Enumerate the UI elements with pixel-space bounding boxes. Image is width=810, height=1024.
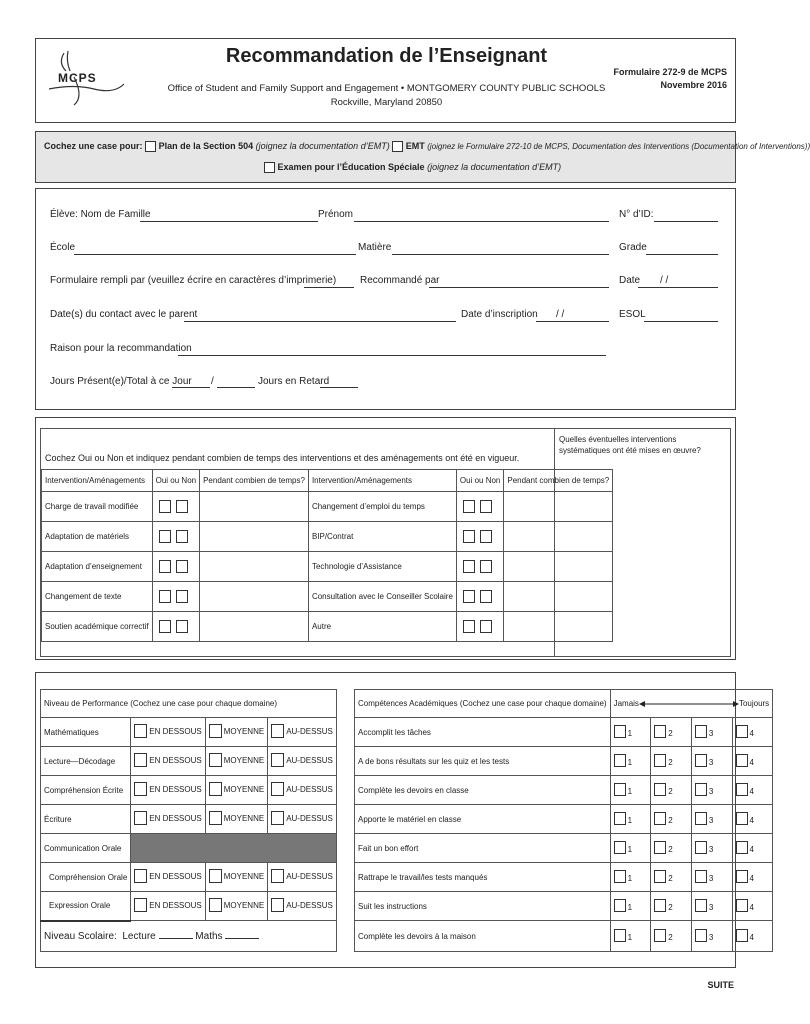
filled-by-field[interactable] bbox=[304, 287, 354, 288]
scale-4-label: 4 bbox=[749, 902, 754, 912]
scale-2-checkbox[interactable] bbox=[654, 783, 666, 796]
yes-checkbox[interactable] bbox=[159, 590, 171, 603]
duration-cell[interactable] bbox=[200, 552, 309, 582]
days-total-field[interactable] bbox=[217, 387, 255, 388]
filled-by-label: Formulaire rempli par (veuillez écrire en caractères d’imprimerie) bbox=[50, 275, 337, 286]
grade-level-label: Niveau Scolaire: bbox=[44, 930, 117, 942]
intervention-right-2: Technologie d’Assistance bbox=[308, 552, 456, 582]
enrollment-date-slashes: / / bbox=[556, 309, 565, 320]
average-label: MOYENNE bbox=[223, 784, 265, 794]
yes-checkbox[interactable] bbox=[159, 620, 171, 633]
scale-3-checkbox[interactable] bbox=[695, 899, 707, 912]
oral-row-1: Expression Orale bbox=[41, 892, 131, 921]
above-label: AU-DESSUS bbox=[286, 784, 333, 794]
scale-4-checkbox[interactable] bbox=[736, 725, 748, 738]
academic-row-4: Fait un bon effort bbox=[355, 834, 611, 863]
scale-4-label: 4 bbox=[749, 873, 754, 883]
referral-type-row2 bbox=[264, 162, 561, 173]
special-ed-checkbox[interactable] bbox=[264, 162, 275, 173]
math-level-field[interactable] bbox=[225, 938, 259, 939]
duration-cell[interactable] bbox=[200, 612, 309, 642]
emt-checkbox[interactable] bbox=[392, 141, 403, 152]
scale-2-checkbox[interactable] bbox=[654, 841, 666, 854]
yes-checkbox[interactable] bbox=[463, 620, 475, 633]
scale-2-checkbox[interactable] bbox=[654, 754, 666, 767]
average-label: MOYENNE bbox=[223, 726, 265, 736]
academic-row-7: Complète les devoirs à la maison bbox=[355, 921, 611, 952]
yes-checkbox[interactable] bbox=[463, 500, 475, 513]
table-row bbox=[355, 921, 773, 952]
above-checkbox[interactable] bbox=[271, 724, 284, 738]
scale-1-checkbox[interactable] bbox=[614, 725, 626, 738]
below-checkbox[interactable] bbox=[134, 753, 147, 767]
scale-1-label: 1 bbox=[627, 728, 633, 738]
scale-1-label: 1 bbox=[627, 873, 633, 883]
subtitle-line1: Office of Student and Family Support and Engagement • MONTGOMERY COUNTY PUBLIC SCHOOLS bbox=[167, 83, 606, 94]
scale-2-label: 2 bbox=[668, 902, 673, 912]
below-label: EN DESSOUS bbox=[149, 784, 202, 794]
academic-row-1: A de bons résultats sur les quiz et les tests bbox=[355, 747, 611, 776]
scale-4-label: 4 bbox=[749, 815, 754, 825]
scale-3-label: 3 bbox=[708, 786, 714, 796]
below-checkbox[interactable] bbox=[134, 811, 147, 825]
emt-label: EMT bbox=[405, 141, 425, 151]
scale-1-checkbox[interactable] bbox=[614, 841, 626, 854]
scale-4-checkbox[interactable] bbox=[736, 929, 748, 942]
academic-row-5: Rattrape le travail/les tests manqués bbox=[355, 863, 611, 892]
average-checkbox[interactable] bbox=[209, 753, 222, 767]
table-row bbox=[41, 863, 337, 892]
table-row bbox=[41, 921, 337, 952]
yes-checkbox[interactable] bbox=[463, 560, 475, 573]
scale-3-checkbox[interactable] bbox=[695, 783, 707, 796]
scale-2-checkbox[interactable] bbox=[654, 899, 666, 912]
scale-1-checkbox[interactable] bbox=[614, 870, 626, 883]
yes-checkbox[interactable] bbox=[463, 530, 475, 543]
below-checkbox[interactable] bbox=[134, 869, 147, 883]
duration-cell[interactable] bbox=[504, 552, 613, 582]
continue-label: SUITE bbox=[707, 980, 734, 990]
intervention-right-4: Autre bbox=[308, 612, 456, 642]
scale-2-label: 2 bbox=[668, 932, 673, 942]
perf-row-2: Compréhension Écrite bbox=[41, 776, 131, 805]
scale-4-label: 4 bbox=[749, 786, 754, 796]
scale-1-label: 1 bbox=[627, 932, 633, 942]
school-label: École bbox=[50, 242, 76, 253]
grade-field[interactable] bbox=[646, 254, 718, 255]
double-arrow-icon bbox=[639, 700, 739, 708]
scale-4-label: 4 bbox=[749, 932, 754, 942]
scale-2-checkbox[interactable] bbox=[654, 725, 666, 738]
table-row bbox=[355, 892, 773, 921]
scale-1-label: 1 bbox=[627, 902, 633, 912]
scale-2-checkbox[interactable] bbox=[654, 812, 666, 825]
days-late-label: Jours en Retard bbox=[258, 376, 330, 387]
days-present-slash: / bbox=[211, 376, 214, 387]
table-row bbox=[42, 552, 613, 582]
table-row bbox=[355, 834, 773, 863]
intervention-left-0: Charge de travail modifiée bbox=[42, 492, 153, 522]
above-checkbox[interactable] bbox=[271, 869, 284, 883]
col-duree-left: Pendant combien de temps? bbox=[200, 470, 309, 492]
student-info-box bbox=[35, 188, 736, 410]
average-checkbox[interactable] bbox=[209, 811, 222, 825]
section504-note: (joignez la documentation d’EMT) bbox=[255, 141, 390, 151]
academic-row-6: Suit les instructions bbox=[355, 892, 611, 921]
scale-4-checkbox[interactable] bbox=[736, 899, 748, 912]
form-number: Formulaire 272-9 de MCPS bbox=[613, 67, 727, 77]
below-label: EN DESSOUS bbox=[149, 900, 202, 910]
above-label: AU-DESSUS bbox=[286, 755, 333, 765]
reading-level-field[interactable] bbox=[159, 938, 193, 939]
no-checkbox[interactable] bbox=[176, 530, 188, 543]
skills-box bbox=[35, 672, 770, 968]
below-checkbox[interactable] bbox=[134, 782, 147, 796]
intervention-right-1: BIP/Contrat bbox=[308, 522, 456, 552]
above-checkbox[interactable] bbox=[271, 811, 284, 825]
scale-4-label: 4 bbox=[749, 757, 754, 767]
subject-label: Matière bbox=[358, 242, 392, 253]
table-row bbox=[42, 522, 613, 552]
student-id-label: N° d’ID: bbox=[619, 209, 654, 220]
below-checkbox[interactable] bbox=[134, 898, 147, 912]
table-row bbox=[42, 492, 613, 522]
subtitle-line2: Rockville, Maryland 20850 bbox=[330, 97, 443, 108]
interventions-instruction: Cochez Oui ou Non et indiquez pendant combien de temps des interventions et des aménagements ont été en vigueur. bbox=[45, 453, 520, 463]
intervention-right-3: Consultation avec le Conseiller Scolaire bbox=[308, 582, 456, 612]
academic-row-3: Apporte le matériel en classe bbox=[355, 805, 611, 834]
table-row bbox=[42, 612, 613, 642]
table-row bbox=[355, 805, 773, 834]
date-label: Date bbox=[619, 275, 641, 286]
academic-skills-table bbox=[354, 689, 773, 952]
col-intervention-right: Intervention/Aménagements bbox=[308, 470, 456, 492]
scale-1-label: 1 bbox=[627, 786, 633, 796]
duration-cell[interactable] bbox=[200, 522, 309, 552]
always-label: Toujours bbox=[738, 699, 770, 708]
last-name-field[interactable] bbox=[140, 221, 318, 222]
reading-label: Lecture bbox=[122, 930, 156, 942]
average-label: MOYENNE bbox=[223, 900, 265, 910]
col-duree-right: Pendant combien de temps? bbox=[504, 470, 613, 492]
duration-cell[interactable] bbox=[504, 522, 613, 552]
interventions-box bbox=[35, 417, 736, 660]
no-checkbox[interactable] bbox=[480, 530, 492, 543]
first-name-field[interactable] bbox=[354, 221, 609, 222]
below-label: EN DESSOUS bbox=[149, 726, 202, 736]
scale-2-label: 2 bbox=[668, 728, 673, 738]
school-field[interactable] bbox=[74, 254, 356, 255]
above-label: AU-DESSUS bbox=[286, 871, 333, 881]
table-row bbox=[41, 834, 337, 863]
col-ouinon-left: Oui ou Non bbox=[152, 470, 199, 492]
perf-row-0: Mathématiques bbox=[41, 718, 131, 747]
academic-title: Compétences Académiques (Cochez une case pour chaque domaine) bbox=[355, 690, 611, 718]
perf-row-3: Écriture bbox=[41, 805, 131, 834]
date-field[interactable] bbox=[638, 287, 718, 288]
recommended-by-label: Recommandé par bbox=[360, 275, 440, 286]
scale-2-checkbox[interactable] bbox=[654, 929, 666, 942]
scale-4-checkbox[interactable] bbox=[736, 841, 748, 854]
logo-text: MCPS bbox=[58, 71, 97, 85]
reason-field[interactable] bbox=[178, 355, 606, 356]
esol-field[interactable] bbox=[644, 321, 718, 322]
never-label: Jamais bbox=[613, 699, 639, 708]
scale-3-checkbox[interactable] bbox=[695, 725, 707, 738]
no-checkbox[interactable] bbox=[480, 590, 492, 603]
average-checkbox[interactable] bbox=[209, 898, 222, 912]
below-checkbox[interactable] bbox=[134, 724, 147, 738]
math-label: Maths bbox=[195, 930, 223, 942]
below-label: EN DESSOUS bbox=[149, 755, 202, 765]
no-checkbox[interactable] bbox=[480, 560, 492, 573]
above-label: AU-DESSUS bbox=[286, 900, 333, 910]
scale-2-label: 2 bbox=[668, 873, 673, 883]
average-checkbox[interactable] bbox=[209, 724, 222, 738]
date-slashes: / / bbox=[660, 275, 669, 286]
academic-row-2: Complète les devoirs en classe bbox=[355, 776, 611, 805]
duration-cell[interactable] bbox=[504, 582, 613, 612]
scale-3-checkbox[interactable] bbox=[695, 929, 707, 942]
oral-row-0: Compréhension Orale bbox=[41, 863, 131, 892]
performance-table bbox=[40, 689, 337, 952]
duration-cell[interactable] bbox=[200, 582, 309, 612]
table-row bbox=[355, 776, 773, 805]
interventions-side-question: Quelles éventuelles interventions systématiques ont été mises en œuvre? bbox=[559, 435, 701, 455]
scale-1-checkbox[interactable] bbox=[614, 754, 626, 767]
intervention-left-2: Adaptation d’enseignement bbox=[42, 552, 153, 582]
table-row bbox=[41, 776, 337, 805]
scale-2-checkbox[interactable] bbox=[654, 870, 666, 883]
above-label: AU-DESSUS bbox=[286, 813, 333, 823]
header-box bbox=[35, 38, 736, 123]
yes-checkbox[interactable] bbox=[159, 530, 171, 543]
oral-shaded-cell bbox=[131, 834, 337, 863]
subject-field[interactable] bbox=[392, 254, 609, 255]
above-label: AU-DESSUS bbox=[286, 726, 333, 736]
table-row bbox=[41, 805, 337, 834]
scale-3-label: 3 bbox=[708, 902, 714, 912]
performance-title: Niveau de Performance (Cochez une case pour chaque domaine) bbox=[41, 690, 337, 718]
scale-3-label: 3 bbox=[708, 932, 714, 942]
table-row bbox=[41, 892, 337, 921]
below-label: EN DESSOUS bbox=[149, 871, 202, 881]
special-ed-note: (joignez la documentation d’EMT) bbox=[427, 162, 562, 172]
special-ed-label: Examen pour l’Éducation Spéciale bbox=[277, 162, 425, 172]
scale-3-label: 3 bbox=[708, 815, 714, 825]
section504-label: Plan de la Section 504 bbox=[158, 141, 254, 151]
intervention-right-0: Changement d’emploi du temps bbox=[308, 492, 456, 522]
parent-contact-label: Date(s) du contact avec le parent bbox=[50, 309, 198, 320]
oral-communication-label: Communication Orale bbox=[41, 834, 131, 863]
referral-type-box bbox=[35, 131, 810, 183]
reason-label: Raison pour la recommandation bbox=[50, 343, 192, 354]
perf-row-1: Lecture—Décodage bbox=[41, 747, 131, 776]
table-row bbox=[41, 747, 337, 776]
scale-1-checkbox[interactable] bbox=[614, 812, 626, 825]
scale-4-checkbox[interactable] bbox=[736, 783, 748, 796]
student-id-field[interactable] bbox=[654, 221, 718, 222]
scale-3-checkbox[interactable] bbox=[695, 754, 707, 767]
below-label: EN DESSOUS bbox=[149, 813, 202, 823]
no-checkbox[interactable] bbox=[176, 620, 188, 633]
no-checkbox[interactable] bbox=[176, 500, 188, 513]
form-date: Novembre 2016 bbox=[660, 80, 727, 90]
enrollment-date-label: Date d’inscription bbox=[461, 309, 538, 320]
scale-1-label: 1 bbox=[627, 844, 633, 854]
average-checkbox[interactable] bbox=[209, 869, 222, 883]
scale-4-checkbox[interactable] bbox=[736, 754, 748, 767]
intervention-left-4: Soutien académique correctif bbox=[42, 612, 153, 642]
scale-3-checkbox[interactable] bbox=[695, 812, 707, 825]
days-present-label: Jours Présent(e)/Total à ce Jour bbox=[50, 376, 192, 387]
scale-2-label: 2 bbox=[668, 757, 673, 767]
days-late-field[interactable] bbox=[320, 387, 358, 388]
average-label: MOYENNE bbox=[223, 813, 265, 823]
referral-intro: Cochez une case pour: bbox=[44, 141, 143, 151]
table-row bbox=[355, 718, 773, 747]
average-label: MOYENNE bbox=[223, 871, 265, 881]
scale-3-checkbox[interactable] bbox=[695, 841, 707, 854]
scale-1-checkbox[interactable] bbox=[614, 899, 626, 912]
interventions-table bbox=[41, 469, 613, 642]
scale-2-label: 2 bbox=[668, 815, 673, 825]
no-checkbox[interactable] bbox=[480, 620, 492, 633]
scale-1-checkbox[interactable] bbox=[614, 783, 626, 796]
table-row bbox=[355, 747, 773, 776]
esol-label: ESOL bbox=[619, 309, 646, 320]
duration-cell[interactable] bbox=[200, 492, 309, 522]
academic-row-0: Accomplit les tâches bbox=[355, 718, 611, 747]
above-checkbox[interactable] bbox=[271, 898, 284, 912]
col-ouinon-right: Oui ou Non bbox=[456, 470, 503, 492]
above-checkbox[interactable] bbox=[271, 753, 284, 767]
no-checkbox[interactable] bbox=[176, 560, 188, 573]
scale-2-label: 2 bbox=[668, 786, 673, 796]
table-row bbox=[355, 863, 773, 892]
scale-1-label: 1 bbox=[627, 757, 633, 767]
scale-4-checkbox[interactable] bbox=[736, 870, 748, 883]
scale-4-label: 4 bbox=[749, 844, 754, 854]
average-checkbox[interactable] bbox=[209, 782, 222, 796]
enrollment-date-field[interactable] bbox=[536, 321, 609, 322]
interventions-frame bbox=[40, 428, 731, 657]
emt-note: (joignez le Formulaire 272-10 de MCPS, Documentation des Interventions (Documentation of Interventions)) bbox=[427, 142, 810, 151]
average-label: MOYENNE bbox=[223, 755, 265, 765]
scale-1-label: 1 bbox=[627, 815, 633, 825]
scale-1-checkbox[interactable] bbox=[614, 929, 626, 942]
section504-checkbox[interactable] bbox=[145, 141, 156, 152]
scale-2-label: 2 bbox=[668, 844, 673, 854]
above-checkbox[interactable] bbox=[271, 782, 284, 796]
col-intervention-left: Intervention/Aménagements bbox=[42, 470, 153, 492]
scale-3-label: 3 bbox=[708, 873, 714, 883]
grade-label: Grade bbox=[619, 242, 647, 253]
no-checkbox[interactable] bbox=[176, 590, 188, 603]
scale-3-label: 3 bbox=[708, 844, 714, 854]
first-name-label: Prénom bbox=[318, 209, 354, 220]
intervention-left-3: Changement de texte bbox=[42, 582, 153, 612]
no-checkbox[interactable] bbox=[480, 500, 492, 513]
scale-3-label: 3 bbox=[708, 728, 714, 738]
duration-cell[interactable] bbox=[504, 612, 613, 642]
page-title: Recommandation de l’Enseignant bbox=[225, 45, 548, 67]
scale-4-checkbox[interactable] bbox=[736, 812, 748, 825]
scale-3-checkbox[interactable] bbox=[695, 870, 707, 883]
parent-contact-field[interactable] bbox=[184, 321, 456, 322]
days-present-field[interactable] bbox=[172, 387, 210, 388]
duration-cell[interactable] bbox=[504, 492, 613, 522]
recommended-by-field[interactable] bbox=[429, 287, 609, 288]
table-row bbox=[42, 582, 613, 612]
scale-4-label: 4 bbox=[749, 728, 754, 738]
scale-3-label: 3 bbox=[708, 757, 714, 767]
yes-checkbox[interactable] bbox=[159, 560, 171, 573]
intervention-left-1: Adaptation de matériels bbox=[42, 522, 153, 552]
referral-type-row1 bbox=[44, 141, 810, 152]
table-row bbox=[41, 718, 337, 747]
yes-checkbox[interactable] bbox=[463, 590, 475, 603]
last-name-label: Élève: Nom de Famille bbox=[50, 209, 151, 220]
yes-checkbox[interactable] bbox=[159, 500, 171, 513]
